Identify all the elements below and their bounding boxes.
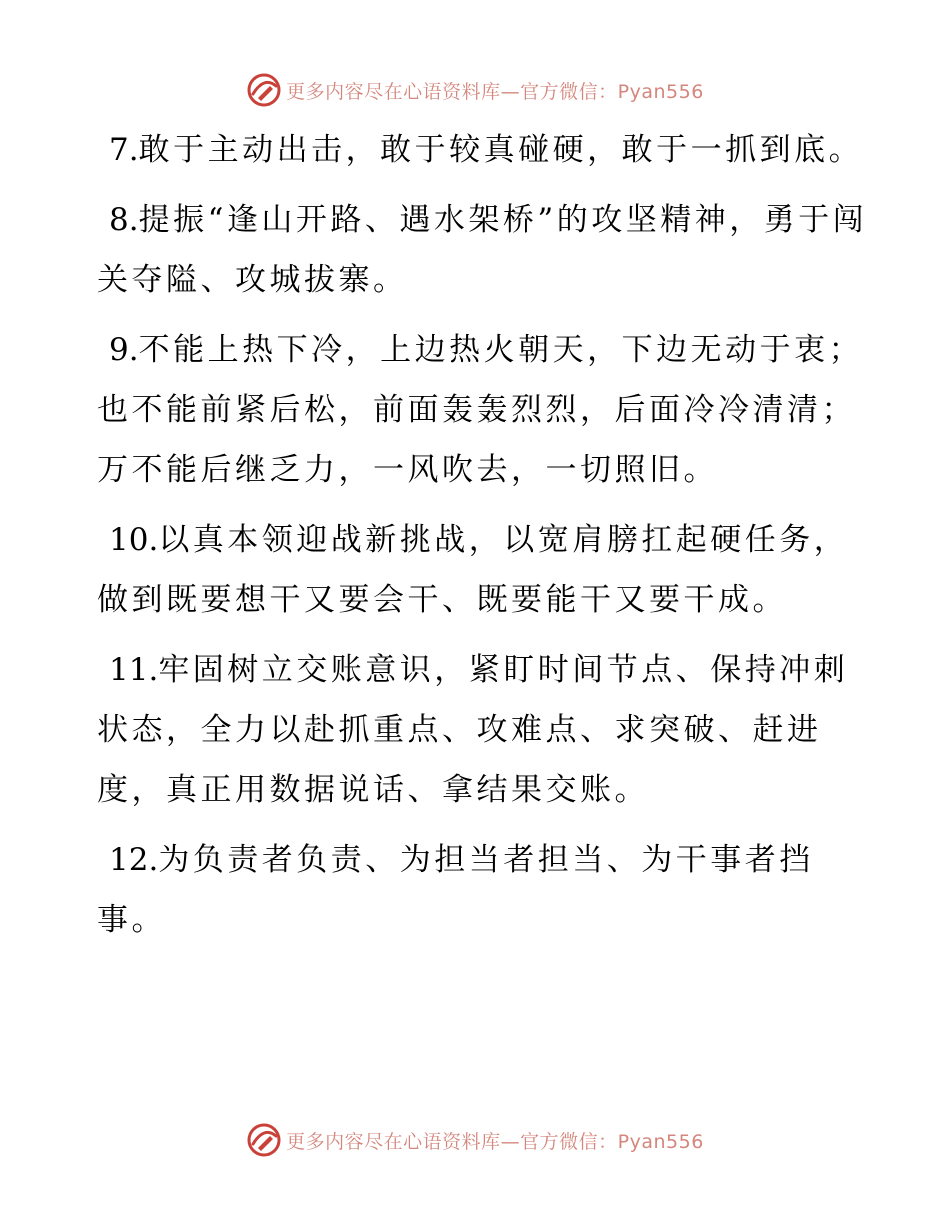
item-text: 以真本领迎战新挑战，以宽肩膀扛起硬任务，做到既要想干又要会干、既要能干又要干成。	[97, 522, 849, 618]
list-item	[97, 640, 877, 820]
item-text: 为负责者负责、为担当者担当、为干事者挡事。	[97, 842, 814, 938]
list-item	[97, 190, 877, 310]
item-number: 11.	[109, 652, 159, 688]
list-item	[97, 120, 877, 180]
item-text: 敢于主动出击，敢于较真碰硬，敢于一抓到底。	[138, 132, 864, 168]
item-number: 12.	[109, 842, 159, 878]
document-body	[97, 120, 877, 960]
logo-icon	[246, 1122, 282, 1158]
watermark-text: 更多内容尽在心语资料库—官方微信：Pyan556	[286, 80, 704, 103]
header-watermark	[0, 70, 950, 110]
watermark-text: 更多内容尽在心语资料库—官方微信：Pyan556	[286, 1130, 704, 1153]
item-number: 8.	[109, 202, 139, 238]
item-text: 不能上热下冷，上边热火朝天，下边无动于衷；也不能前紧后松，前面轰轰烈烈，后面冷冷清清；万不能后继乏力，一风吹去，一切照旧。	[97, 332, 864, 488]
item-number: 10.	[109, 522, 159, 558]
item-number: 7.	[109, 132, 139, 168]
item-number: 9.	[109, 332, 139, 368]
footer-watermark	[0, 1120, 950, 1160]
item-text: 提振“逢山开路、遇水架桥”的攻坚精神，勇于闯关夺隘、攻城拔寨。	[97, 202, 868, 298]
list-item	[97, 320, 877, 500]
logo-icon	[246, 72, 282, 108]
item-text: 牢固树立交账意识，紧盯时间节点、保持冲刺状态，全力以赴抓重点、攻难点、求突破、赶进度，真正用数据说话、拿结果交账。	[97, 652, 849, 808]
list-item	[97, 830, 877, 950]
list-item	[97, 510, 877, 630]
